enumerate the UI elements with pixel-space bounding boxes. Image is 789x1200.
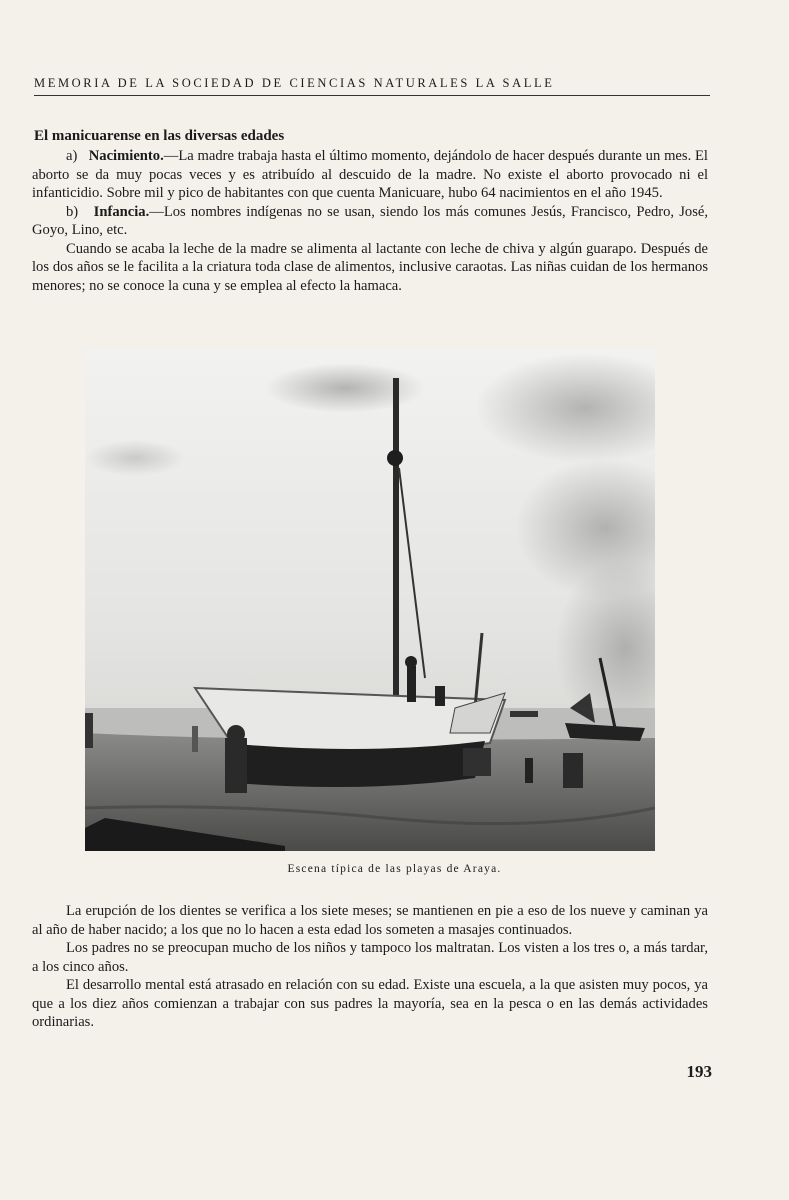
- paragraph-desarrollo: El desarrollo mental está atrasado en relación con su edad. Existe una escuela, a la que asisten muy pocos, ya que a los diez años comienzan a trabajar con sus padres la mayoría, sea en la pesca o en las demás actividades ordinarias.: [32, 977, 708, 1030]
- list-marker-a: a): [66, 148, 78, 164]
- text-nacimiento: —La madre trabaja hasta el último momento, dejándolo de hacer después durante un mes. El aborto se da muy pocas veces y es atribuído al descuido de la madre. No existe el aborto provocado ni el infanticidio. Sobre mil y pico de habitantes con que cuenta Manicuare, hubo 64 nacimientos en el año 1945.: [32, 148, 708, 201]
- photo-beach-scene: [85, 348, 655, 851]
- paragraph-padres: Los padres no se preocupan mucho de los niños y tampoco los maltratan. Los visten a los tres o, a más tardar, a los cinco años.: [32, 940, 708, 975]
- running-header: MEMORIA DE LA SOCIEDAD DE CIENCIAS NATURALES LA SALLE: [34, 76, 710, 96]
- text-block-bottom: [32, 902, 708, 1032]
- paragraph-infancia: [32, 203, 708, 240]
- paragraph-nacimiento: [32, 147, 708, 203]
- heading-nacimiento: Nacimiento.: [88, 148, 164, 164]
- text-block-top: [32, 147, 708, 295]
- section-title: El manicuarense en las diversas edades: [34, 128, 285, 144]
- paragraph-dientes: La erupción de los dientes se verifica a los siete meses; se mantienen en pie a eso de los nueve y caminan ya al año de haber nacido; a los que no lo hacen a esta edad los someten a masajes continuados.: [32, 903, 708, 938]
- figure-caption: Escena típica de las playas de Araya.: [287, 863, 502, 875]
- list-marker-b: b): [66, 203, 79, 220]
- paragraph-lactancia: Cuando se acaba la leche de la madre se alimenta al lactante con leche de chiva y algún guarapo. Después de los dos años se le facilita a la criatura toda clase de alimentos, inclusive caraotas. Las niñas cuidan de los hermanos menores; no se conoce la cuna y se emplea al efecto la hamaca.: [32, 240, 708, 294]
- text-infancia: —Los nombres indígenas no se usan, siendo los más comunes Jesús, Francisco, Pedro, José, Goyo, Lino, etc.: [32, 203, 709, 238]
- heading-infancia: Infancia.: [93, 203, 150, 220]
- page-number: 193: [686, 1062, 712, 1081]
